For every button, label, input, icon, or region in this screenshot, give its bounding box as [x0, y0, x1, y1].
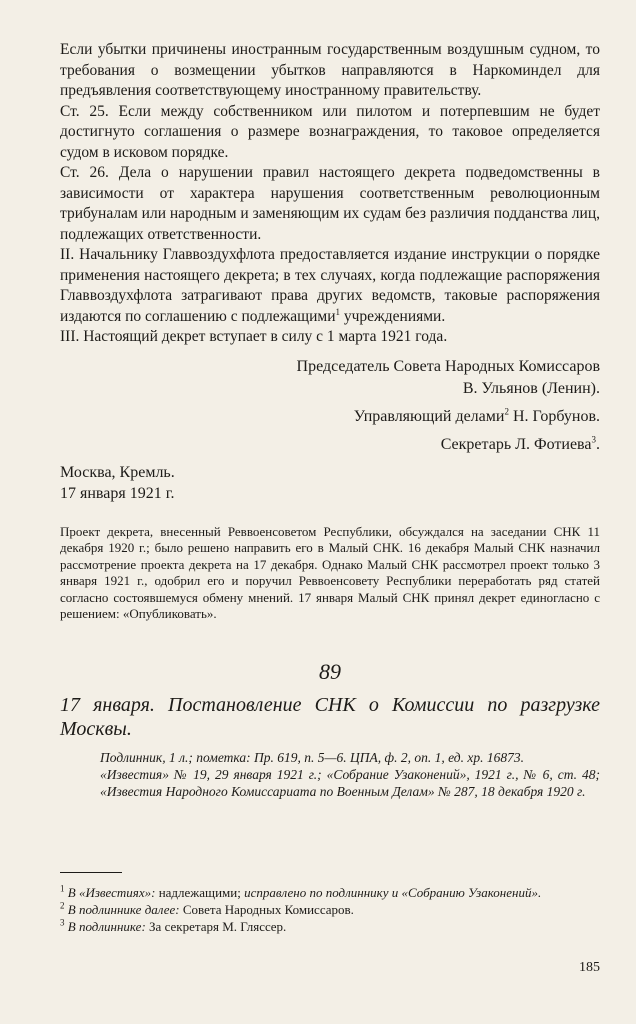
document-title: 17 января. Постановление СНК о Комиссии по разгрузке Москвы. — [60, 693, 600, 740]
paragraph-section-2-text: II. Начальнику Главвоздухфлота предоставляется издание инструкции о порядке применения настоящего декрета; в тех случаях, когда подлежащие распоряжения Главвоздухфлота затрагивают права других ведомств, таковые распоряжения издаются по соглашению с подлежащими — [60, 246, 600, 325]
chair-name: В. Ульянов (Ленин). — [462, 379, 600, 397]
manager-title: Управляющий делами — [353, 407, 505, 425]
footnote-2-text: Совета Народных Комиссаров. — [179, 902, 354, 917]
paragraph-article-26: Ст. 26. Дела о нарушении правил настоящего декрета подведомственны в зависимости от характера нарушения соответственным революционным трибуналам или народным и заменяющим их судам без различия подданства лиц, подлежащих ответственности. — [60, 164, 600, 243]
source-publications: «Известия» № 19, 29 января 1921 г.; «Собрание Узаконений», 1921 г., № 6, ст. 48; «Известия Народного Комиссариата по Военным Делам» № 287, 18 декабря 1920 г. — [100, 766, 600, 799]
footnote-3 — [60, 918, 600, 935]
footnote-1-correction: исправлено по подлиннику и «Собранию Узаконений». — [240, 885, 542, 900]
footnote-3-text: За секретаря М. Глясcер. — [145, 919, 287, 934]
paragraph-section-2-end: учреждениями. — [340, 307, 446, 325]
secretary-end: . — [596, 435, 600, 453]
footnote-2-source: В подлиннике далее: — [64, 902, 180, 917]
document-number: 89 — [319, 658, 341, 684]
footnote-1-source: В «Известиях»: — [64, 885, 156, 900]
footnote-ref-3[interactable]: 3 — [591, 434, 596, 445]
secretary-signature — [60, 434, 600, 456]
place-date-text: 17 января 1921 г. — [60, 484, 175, 502]
paragraph-section-2 — [60, 245, 600, 327]
footnote-ref-2[interactable]: 2 — [504, 406, 509, 417]
paragraph-article-25: Ст. 25. Если между собственником или пилотом и потерпевшим не будет достигнуто соглашения о размере вознаграждения, то таковое определяется судом в исковом порядке. — [60, 102, 600, 161]
footnote-1-number: 1 — [60, 883, 65, 894]
footnote-ref-1[interactable]: 1 — [335, 306, 340, 317]
footnote-3-source: В подлиннике: — [64, 919, 146, 934]
chair-title: Председатель Совета Народных Комиссаров — [296, 357, 600, 375]
footnote-2-number: 2 — [60, 900, 65, 911]
footnote-divider — [60, 872, 122, 873]
footnote-1 — [60, 884, 600, 901]
manager-name: Н. Горбунов. — [508, 407, 600, 425]
place-date — [60, 462, 600, 504]
paragraph-aircraft-damages: Если убытки причинены иностранным государственным воздушным судном, то требования о возмещении убытков направляются в Наркоминдел для предъявления соответствующему иностранному правительству. — [60, 41, 600, 99]
secretary-text: Секретарь Л. Фотиева — [440, 435, 592, 453]
footnotes — [60, 884, 600, 935]
page-number: 185 — [579, 960, 600, 975]
paragraph-section-3: III. Настоящий декрет вступает в силу с 1 марта 1921 года. — [60, 328, 448, 345]
source-original: Подлинник, 1 л.; пометка: Пр. 619, п. 5—6. ЦПА, ф. 2, оп. 1, ед. хр. 16873. — [100, 749, 524, 765]
page-content — [60, 40, 600, 800]
footnote-3-number: 3 — [60, 917, 65, 928]
footnote-1-word: надлежащими; — [155, 885, 241, 900]
manager-signature — [60, 406, 600, 428]
place-city: Москва, Кремль. — [60, 463, 175, 481]
editorial-note: Проект декрета, внесенный Реввоенсоветом Республики, обсуждался на заседании СНК 11 декабря 1920 г.; было решено направить его в Малый СНК. 16 декабря Малый СНК назначил рассмотрение проекта декрета на 17 декабря. Однако Малый СНК рассмотрел проект только 3 января 1921 г., одобрил его и поручил Реввоенсовету Республики переработать ряд статей согласно состоявшемуся обмену мнений. 17 января Малый СНК принял декрет единогласно с решением: «Опубликовать». — [60, 523, 600, 621]
footnote-2 — [60, 901, 600, 918]
signatures-block — [60, 356, 600, 456]
